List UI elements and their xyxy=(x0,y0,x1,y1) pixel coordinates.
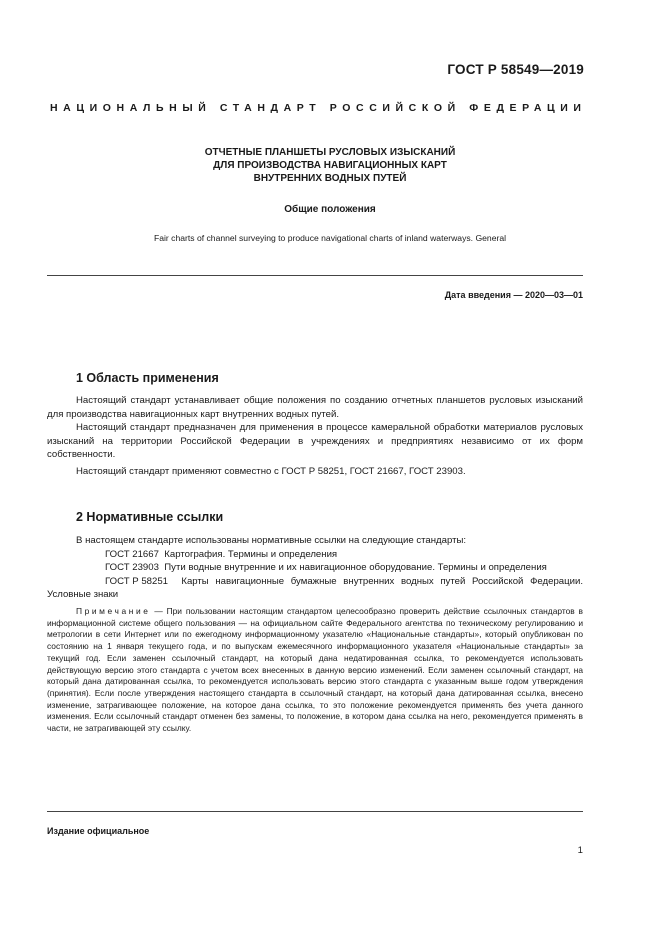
note-block xyxy=(47,606,583,735)
reference-text: Картография. Термины и определения xyxy=(164,548,338,560)
top-divider xyxy=(47,275,583,276)
document-subtitle: Общие положения xyxy=(284,204,376,215)
introduction-date: Дата введения — 2020—03—01 xyxy=(444,290,583,300)
section-2-intro: В настоящем стандарте использованы нормативные ссылки на следующие стандарты: xyxy=(76,535,467,546)
reference-number: ГОСТ 23903 xyxy=(105,562,159,574)
title-line-1: ОТЧЕТНЫЕ ПЛАНШЕТЫ РУСЛОВЫХ ИЗЫСКАНИЙ xyxy=(204,147,456,158)
section-1-paragraph-3: Настоящий стандарт применяют совместно с ГОСТ Р 58251, ГОСТ 21667, ГОСТ 23903. xyxy=(76,466,466,477)
reference-item xyxy=(47,548,583,562)
section-1-paragraph-1: Настоящий стандарт устанавливает общие положения по созданию отчетных планшетов русловых изысканий для производства навигационных карт внутренних водных путей. xyxy=(47,395,583,420)
title-line-2: ДЛЯ ПРОИЗВОДСТВА НАВИГАЦИОННЫХ КАРТ xyxy=(213,160,447,171)
reference-item xyxy=(47,561,583,575)
section-2-body xyxy=(47,534,583,602)
section-1-paragraph-2: Настоящий стандарт предназначен для применения в процессе камеральной обработки материалов русловых изысканий на территории Российской Федерации в учреждениях и предприятиях независимо от их форм собственности. xyxy=(47,422,583,461)
english-title: Fair charts of channel surveying to produce navigational charts of inland waterways. General xyxy=(153,233,507,243)
section-1-body xyxy=(47,394,583,462)
document-title xyxy=(60,146,600,185)
section-2-heading: 2 Нормативные ссылки xyxy=(76,510,224,524)
note-label: Примечание xyxy=(76,606,151,616)
gost-number: ГОСТ Р 58549—2019 xyxy=(447,62,584,77)
reference-text: Пути водные внутренние и их навигационное оборудование. Термины и определения xyxy=(164,562,547,574)
reference-number: ГОСТ Р 58251 xyxy=(105,575,168,587)
note-text: — При пользовании настоящим стандартом целесообразно проверить действие ссылочных стандартов в информационной системе общего пользования — на официальном сайте Федерального агентства по техническому регулированию и метрологии в сети Интернет или по ежегодному информационному указателю «Национальные стандарты», который опубликован по состоянию на 1 января текущего года, и по выпускам ежемесячного информационного указателя «Национальные стандарты» за текущий год. Если заменен ссылочный стандарт, на который дана недатированная ссылка, то рекомендуется использовать действующую версию этого стандарта с учетом всех внесенных в данную версию изменений. Если заменен ссылочный стандарт, на который дана датированная ссылка, то рекомендуется использовать версию этого стандарта с указанным выше годом утверждения (принятия). Если после утверждения настоящего стандарта в ссылочный стандарт, на который дана датированная ссылка, внесено изменение, затрагивающее положение, на которое дана ссылка, то это положение рекомендуется применять без учета данного изменения. Если ссылочный стандарт отменен без замены, то положение, в котором дана ссылка на него, рекомендуется применять в части, не затрагивающей эту ссылку. xyxy=(47,606,583,734)
note-paragraph xyxy=(47,606,583,735)
reference-item xyxy=(47,575,583,602)
bottom-divider xyxy=(47,811,583,812)
national-standard-banner: НАЦИОНАЛЬНЫЙ СТАНДАРТ РОССИЙСКОЙ ФЕДЕРАЦИИ xyxy=(50,102,587,114)
section-1-heading: 1 Область применения xyxy=(76,371,219,385)
official-edition-label: Издание официальное xyxy=(47,826,150,836)
reference-text: Карты навигационные бумажные внутренних водных путей Российской Федерации. Условные знаки xyxy=(47,575,583,601)
title-line-3: ВНУТРЕННИХ ВОДНЫХ ПУТЕЙ xyxy=(253,173,407,184)
reference-number: ГОСТ 21667 xyxy=(105,548,159,560)
page-number: 1 xyxy=(577,845,583,856)
